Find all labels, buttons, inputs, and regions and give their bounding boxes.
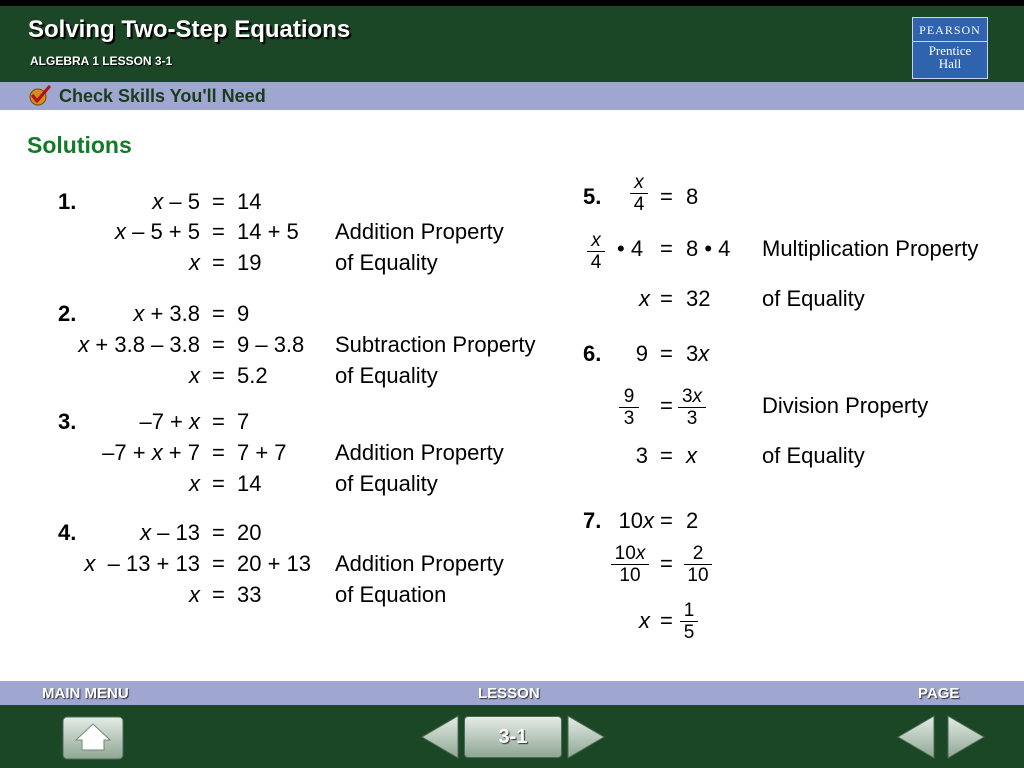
equals-sign: = — [660, 393, 673, 418]
equals-sign: = — [212, 363, 225, 388]
equals-sign: = — [660, 341, 673, 366]
equals-sign: = — [660, 608, 673, 633]
solutions-heading: Solutions — [27, 132, 132, 158]
problem-number: 6. — [583, 341, 602, 366]
lesson-label: LESSON — [478, 685, 540, 702]
equation-right: 14 + 5 — [237, 219, 299, 244]
footer-nav — [0, 705, 1024, 768]
left-arrow-icon — [422, 716, 458, 758]
property-note: of Equality — [335, 471, 438, 496]
right-arrow-icon — [948, 716, 984, 758]
equation-right: 14 — [237, 189, 262, 214]
equals-sign: = — [660, 551, 673, 576]
equals-sign: = — [212, 551, 225, 576]
property-note: Multiplication Property — [762, 236, 979, 261]
problem-number: 7. — [583, 508, 602, 533]
equation-left: x – 13 + 13 — [84, 551, 200, 576]
equation-right: 32 — [686, 286, 711, 311]
equation-right: 20 — [237, 520, 262, 545]
equals-sign: = — [660, 508, 673, 533]
equation-right: 7 + 7 — [237, 440, 287, 465]
equals-sign: = — [212, 219, 225, 244]
logo-line2: Prentice — [928, 43, 972, 58]
equation-left: x — [189, 363, 200, 388]
equation-left: x — [639, 608, 650, 633]
lesson-number-badge: 3-1 — [464, 716, 562, 758]
equals-sign: = — [212, 250, 225, 275]
logo-line1: PEARSON — [913, 23, 987, 42]
equals-sign: = — [212, 520, 225, 545]
right-arrow-icon — [568, 716, 604, 758]
check-skills-bar — [0, 82, 1024, 110]
equals-sign: = — [212, 440, 225, 465]
equals-sign: = — [212, 301, 225, 326]
equals-sign: = — [212, 409, 225, 434]
equals-sign: = — [212, 189, 225, 214]
lesson-prev-button[interactable] — [420, 714, 460, 760]
left-arrow-icon — [898, 716, 934, 758]
property-note: Subtraction Property — [335, 332, 536, 357]
property-note: Addition Property — [335, 219, 504, 244]
equation-right: 9 — [237, 301, 250, 326]
equals-sign: = — [212, 471, 225, 496]
property-note: of Equation — [335, 582, 447, 607]
property-note: of Equality — [762, 443, 865, 468]
equation-left: 10x — [618, 508, 654, 533]
equals-sign: = — [660, 236, 673, 261]
equals-sign: = — [660, 443, 673, 468]
problem-number: 1. — [58, 189, 77, 214]
equation-left: x – 13 — [140, 520, 200, 545]
equation-right: 20 + 13 — [237, 551, 312, 576]
equation-right: 33 — [237, 582, 262, 607]
lesson-subtitle: ALGEBRA 1 LESSON 3-1 — [30, 54, 173, 68]
equation-left: x — [189, 582, 200, 607]
property-note: Division Property — [762, 393, 929, 418]
checkmark-icon — [28, 85, 52, 107]
fraction: $\frac{10x}{10}$ — [611, 543, 649, 586]
fraction: $\frac{x}{4}$ — [587, 230, 605, 273]
equation-left: –7 + x + 7 — [102, 440, 200, 465]
footer-label-bar — [0, 681, 1024, 705]
pearson-logo — [912, 17, 988, 79]
equals-sign: = — [660, 286, 673, 311]
home-button[interactable] — [62, 716, 124, 760]
main-menu-label: MAIN MENU — [42, 685, 129, 702]
problem-number: 4. — [58, 520, 77, 545]
equation-left: x – 5 — [152, 189, 200, 214]
equation-left: –7 + x — [139, 409, 200, 434]
equation-right: 2 — [686, 508, 699, 533]
fraction: $\frac{2}{10}$ — [684, 543, 712, 586]
problem-number: 2. — [58, 301, 77, 326]
equation-left: x + 3.8 — [133, 301, 200, 326]
property-note: Addition Property — [335, 440, 504, 465]
page-label: PAGE — [918, 685, 960, 702]
property-note: Addition Property — [335, 551, 504, 576]
equation-right: 7 — [237, 409, 250, 434]
equation-left: x — [189, 471, 200, 496]
equals-sign: = — [212, 332, 225, 357]
equation-left: 9 — [635, 341, 648, 366]
equation-left: x — [189, 250, 200, 275]
lesson-title: Solving Two-Step Equations — [28, 16, 351, 43]
equation-right: 8 • 4 — [686, 236, 731, 261]
problem-number: 3. — [58, 409, 77, 434]
equation-right: 14 — [237, 471, 262, 496]
equation-left: 3 — [635, 443, 648, 468]
equals-sign: = — [660, 184, 673, 209]
equation-left: • 4 — [617, 236, 644, 261]
equation-right: x — [686, 443, 697, 468]
lesson-next-button[interactable] — [566, 714, 606, 760]
property-note: of Equality — [335, 250, 438, 275]
page-prev-button[interactable] — [896, 714, 936, 760]
equation-left: x – 5 + 5 — [114, 219, 200, 244]
fraction: $\frac{9}{3}$ — [619, 386, 639, 429]
equation-right: 19 — [237, 250, 262, 275]
property-note: of Equality — [762, 286, 865, 311]
problem-number: 5. — [583, 184, 602, 209]
equation-right: 8 — [686, 184, 699, 209]
equals-sign: = — [212, 582, 225, 607]
equation-left: x + 3.8 – 3.8 — [78, 332, 200, 357]
equation-right: 5.2 — [237, 363, 268, 388]
equation-right: 9 – 3.8 — [237, 332, 305, 357]
check-skills-label: Check Skills You'll Need — [59, 86, 266, 106]
header-bar — [0, 0, 1024, 82]
logo-line3: Hall — [938, 56, 962, 71]
fraction: $\frac{3x}{3}$ — [678, 386, 706, 429]
property-note: of Equality — [335, 363, 438, 388]
fraction: $\frac{1}{5}$ — [680, 600, 698, 643]
page-next-button[interactable] — [946, 714, 986, 760]
equation-right: 3x — [686, 341, 710, 366]
fraction: $\frac{x}{4}$ — [630, 172, 648, 215]
equation-left: x — [639, 286, 650, 311]
